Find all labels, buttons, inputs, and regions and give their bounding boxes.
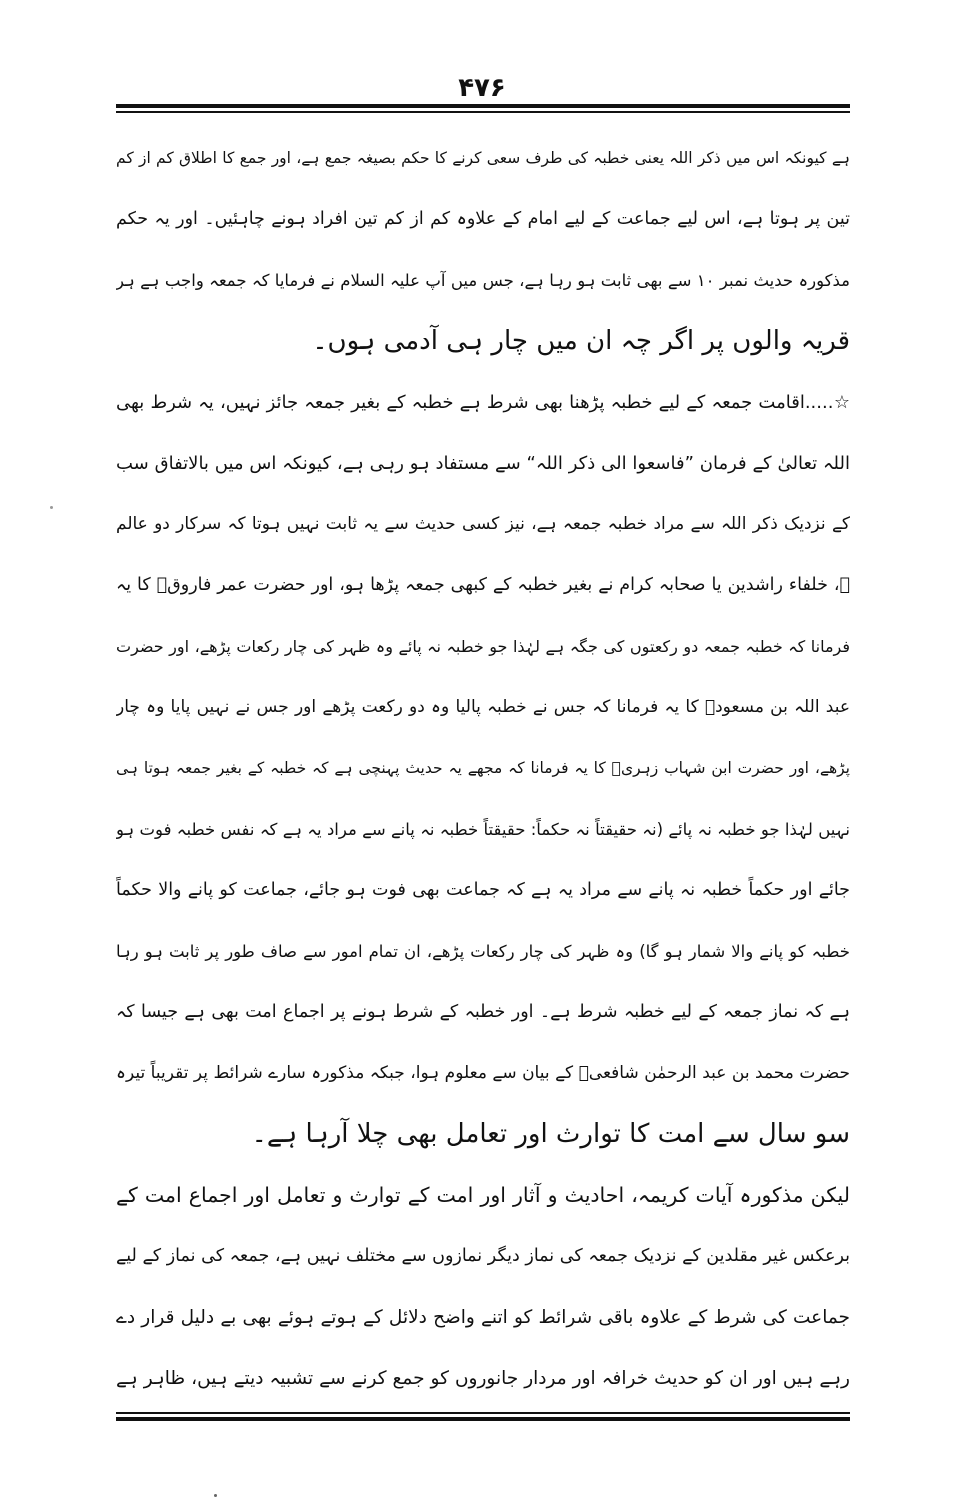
header-rule-thin (116, 111, 850, 113)
footer-rule-thick (116, 1417, 850, 1421)
text-line: ☆.....اقامت جمعہ کے لیے خطبہ پڑھنا بھی شرط ہے خطبہ کے بغیر جمعہ جائز نہیں، یہ شرط بھی (116, 392, 850, 413)
text-line: قریہ والوں پر اگر چہ ان میں چار ہی آدمی ہوں۔ (312, 326, 850, 356)
text-line: پڑھے، اور حضرت ابن شہاب زہریؒ کا یہ فرمانا کہ مجھے یہ حدیث پہنچی ہے کہ خطبہ کے بغیر جمعہ ہوتا ہی (116, 759, 850, 777)
text-line: حضرت محمد بن عبد الرحمٰن شافعیؒ کے بیان سے معلوم ہوا، جبکہ مذکورہ سارے شرائط پر تقریباً تیرہ (116, 1063, 850, 1083)
text-line: تین پر ہوتا ہے، اس لیے جماعت کے لیے امام کے علاوہ کم از کم تین افراد ہونے چاہئیں۔ اور یہ حکم (116, 209, 850, 229)
text-line: کے نزدیک ذکر اللہ سے مراد خطبہ جمعہ ہے، نیز کسی حدیث سے یہ ثابت نہیں ہوتا کہ سرکار دو عالم (116, 514, 850, 534)
bottom-speck (214, 1494, 217, 1497)
text-line: لیکن مذکورہ آیات کریمہ، احادیث و آثار اور امت کے توارث و تعامل اور اجماع امت کے (116, 1183, 850, 1207)
text-line: اللہ تعالیٰ کے فرمان ”فاسعوا الی ذکر اللہ“ سے مستفاد ہو رہی ہے، کیونکہ اس میں بالاتفاق سب (116, 453, 850, 474)
text-line: سو سال سے امت کا توارث اور تعامل بھی چلا آرہا ہے۔ (251, 1119, 850, 1149)
footer-rule-thin (116, 1412, 850, 1414)
text-line: ہے کیونکہ اس میں ذکر اللہ یعنی خطبہ کی طرف سعی کرنے کا حکم بصیغہ جمع ہے، اور جمع کا اطلاق کم از کم (116, 149, 850, 167)
text-line: مذکورہ حدیث نمبر ۱۰ سے بھی ثابت ہو رہا ہے، جس میں آپ علیہ السلام نے فرمایا کہ جمعہ واجب ہے ہر (116, 271, 850, 290)
text-line: ﷺ، خلفاء راشدین یا صحابہ کرام نے بغیر خطبہ کے کبھی جمعہ پڑھا ہو، اور حضرت عمر فاروقؓ کا یہ (116, 575, 850, 595)
page-number: ۴۷۶ (458, 73, 506, 103)
text-line: جائے اور حکماً خطبہ نہ پانے سے مراد یہ ہے کہ جماعت بھی فوت ہو جائے، جماعت کو پانے والا حکماً (116, 880, 850, 900)
header-rule-thick (116, 104, 850, 108)
margin-speck (50, 506, 53, 509)
text-line: فرمانا کہ خطبہ جمعہ دو رکعتوں کی جگہ ہے لہٰذا جو خطبہ نہ پائے وہ ظہر کی چار رکعات پڑھے، اور حضرت (116, 637, 850, 656)
text-line: جماعت کی شرط کے علاوہ باقی شرائط کو اتنے واضح دلائل کے ہوتے ہوئے بھی بے دلیل قرار دے (116, 1307, 850, 1328)
body-text (116, 128, 850, 1398)
text-line: عبد اللہ بن مسعودؓ کا یہ فرمانا کہ جس نے خطبہ پالیا وہ دو رکعت پڑھے اور جس نے نہیں پایا وہ چار (116, 697, 850, 717)
text-line: رہے ہیں اور ان کو حدیث خرافہ اور مردار جانوروں کو جمع کرنے سے تشبیہ دیتے ہیں، ظاہر ہے (116, 1368, 850, 1389)
text-line: خطبہ کو پانے والا شمار ہو گا) وہ ظہر کی چار رکعات پڑھے، ان تمام امور سے صاف طور پر ثابت ہو رہا (116, 942, 850, 961)
text-line: نہیں لہٰذا جو خطبہ نہ پائے (نہ حقیقتاً نہ حکماً: حقیقتاً خطبہ نہ پانے سے مراد یہ ہے کہ نفس خطبہ فوت ہو (116, 820, 850, 839)
text-line: برعکس غیر مقلدین کے نزدیک جمعہ کی نماز دیگر نمازوں سے مختلف نہیں ہے، جمعہ کی نماز کے لیے (116, 1246, 850, 1266)
text-line: ہے کہ نماز جمعہ کے لیے خطبہ شرط ہے۔ اور خطبہ کے شرط ہونے پر اجماع امت بھی ہے جیسا کہ (116, 1002, 850, 1022)
